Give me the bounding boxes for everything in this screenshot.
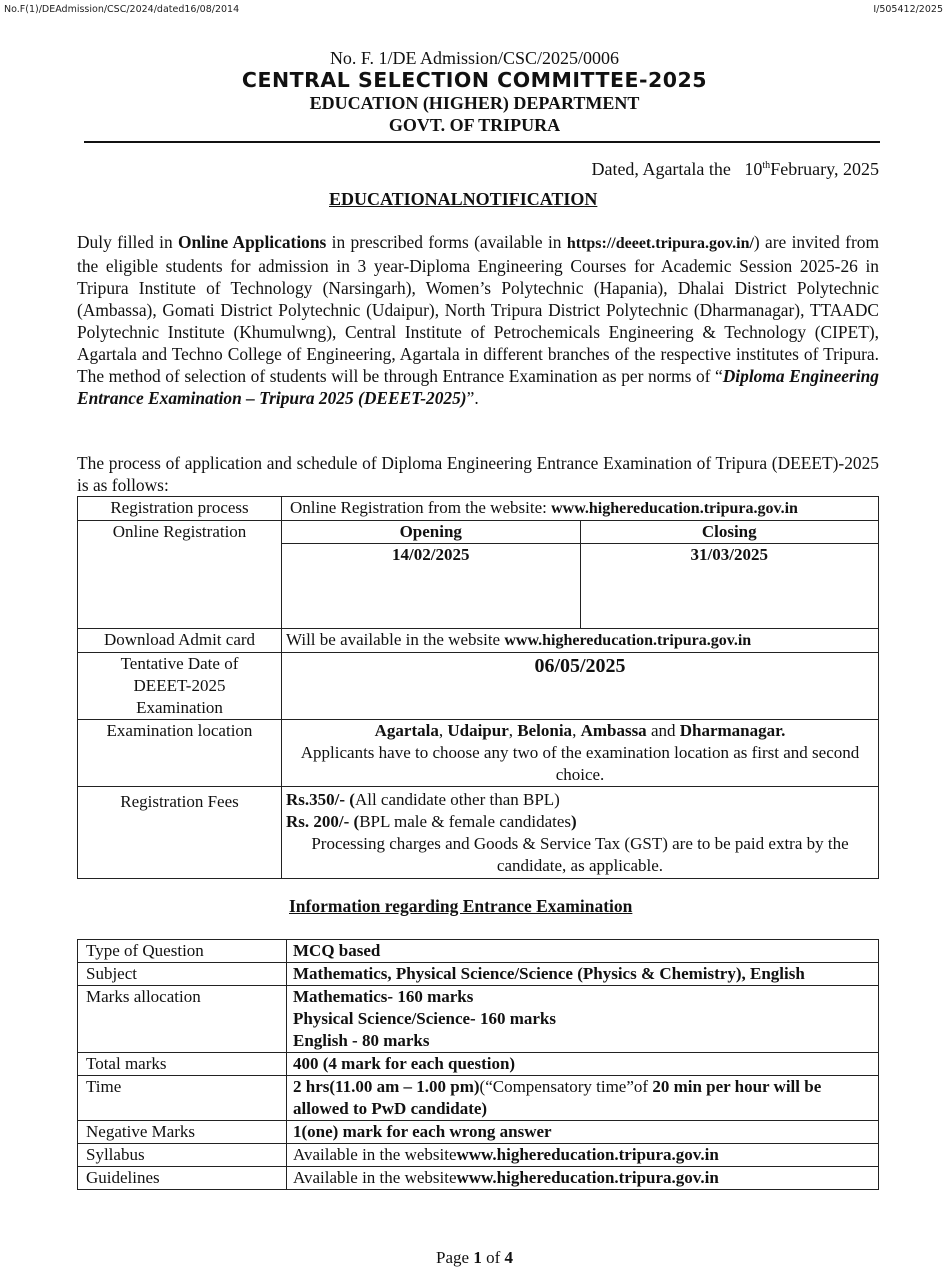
notification-title: EDUCATIONALNOTIFICATION <box>329 189 598 209</box>
table-row: Total marks 400 (4 mark for each question) <box>78 1053 879 1076</box>
table-row <box>78 629 879 653</box>
exam-info-table <box>77 939 879 1190</box>
table-row: Negative Marks 1(one) mark for each wrong answer <box>78 1121 879 1144</box>
date-rest: February, 2025 <box>770 159 879 179</box>
opening-label: Opening <box>282 521 580 544</box>
table-row: Guidelines Available in the websitewww.highereducation.tripura.gov.in <box>78 1167 879 1190</box>
table-row <box>78 521 879 629</box>
date-prefix: Dated, Agartala the <box>591 159 731 179</box>
table-row <box>78 497 879 521</box>
fee-note: Processing charges and Goods & Service Tax (GST) are to be paid extra by the candidate, as applicable. <box>311 834 849 875</box>
table-row: Time 2 hrs(11.00 am – 1.00 pm)(“Compensatory time”of 20 min per hour will be allowed to PwD candidate) <box>78 1076 879 1121</box>
header-rule <box>84 141 880 143</box>
location-value: Agartala, Udaipur, Belonia, Ambassa and Dharmanagar. Applicants have to choose any two of the examination location as first and second choice. <box>282 720 879 787</box>
process-paragraph: The process of application and schedule of Diploma Engineering Entrance Examination of Tripura (DEEET)-2025 is as follows: <box>77 453 879 495</box>
exam-date: 06/05/2025 <box>282 653 879 720</box>
date-suffix: th <box>762 160 771 171</box>
exam-date-label: Tentative Date of DEEET-2025 Examination <box>78 653 282 720</box>
table-row: Type of Question MCQ based <box>78 940 879 963</box>
schedule-table <box>77 496 879 879</box>
table-row <box>78 653 879 720</box>
closing-label: Closing <box>580 521 878 544</box>
table-row <box>78 787 879 879</box>
closing-date: 31/03/2025 <box>690 545 768 564</box>
table-row: Marks allocation Mathematics- 160 marks Physical Science/Science- 160 marks English - 80 marks <box>78 986 879 1053</box>
location-label: Examination location <box>78 720 282 787</box>
page-footer: Page 1 of 4 <box>436 1248 513 1267</box>
intro-paragraph: Duly filled in Online Applications in prescribed forms (available in https://deeet.tripura.gov.in/) are invited from the eligible students for admission in 3 year-Diploma Engineering Courses for Academic Session 2025-26 in Tripura Institute of Technology (Narsingarh), Women’s Polytechnic (Hapania), Dhalai District Polytechnic (Ambassa), Gomati District Polytechnic (Udaipur), North Tripura District Polytechnic (Dharmanagar), TTAADC Polytechnic Institute (Khumulwng), Central Institute of Petrochemicals Engineering & Technology (CIPET), Agartala and Techno College of Engineering, Agartala in different branches of the respective institutes of Tripura. The method of selection of students will be through Entrance Examination as per norms of “Diploma Engineering Entrance Examination – Tripura 2025 (DEEET-2025)”. <box>77 232 879 408</box>
file-number: No. F. 1/DE Admission/CSC/2025/0006 <box>329 48 620 68</box>
top-reference-left: No.F(1)/DEAdmission/CSC/2024/dated16/08/2014 <box>4 4 240 15</box>
admit-label: Download Admit card <box>78 629 282 653</box>
opening-date: 14/02/2025 <box>282 544 580 629</box>
reg-process-label: Registration process <box>78 497 282 521</box>
fees-value: Rs.350/- (All candidate other than BPL) Rs. 200/- (BPL male & female candidates) Processing charges and Goods & Service Tax (GST) are to be paid extra by the candidate, as applicable. <box>282 787 879 879</box>
department-title: EDUCATION (HIGHER) DEPARTMENT <box>309 93 640 113</box>
online-reg-label: Online Registration <box>78 521 282 629</box>
table-row: Subject Mathematics, Physical Science/Science (Physics & Chemistry), English <box>78 963 879 986</box>
date-day: 10 <box>744 159 763 179</box>
reg-process-value: Online Registration from the website: www.highereducation.tripura.gov.in <box>282 497 879 521</box>
table-row <box>78 720 879 787</box>
fees-label: Registration Fees <box>78 787 282 879</box>
top-reference-right: I/505412/2025 <box>873 4 943 15</box>
table-row: Syllabus Available in the websitewww.highereducation.tripura.gov.in <box>78 1144 879 1167</box>
date-line <box>591 159 879 180</box>
govt-title: GOVT. OF TRIPURA <box>388 115 561 135</box>
admit-value: Will be available in the website www.highereducation.tripura.gov.in <box>282 629 879 653</box>
section-title-exam-info: Information regarding Entrance Examination <box>289 896 633 916</box>
committee-title: CENTRAL SELECTION COMMITTEE-2025 <box>241 68 708 92</box>
